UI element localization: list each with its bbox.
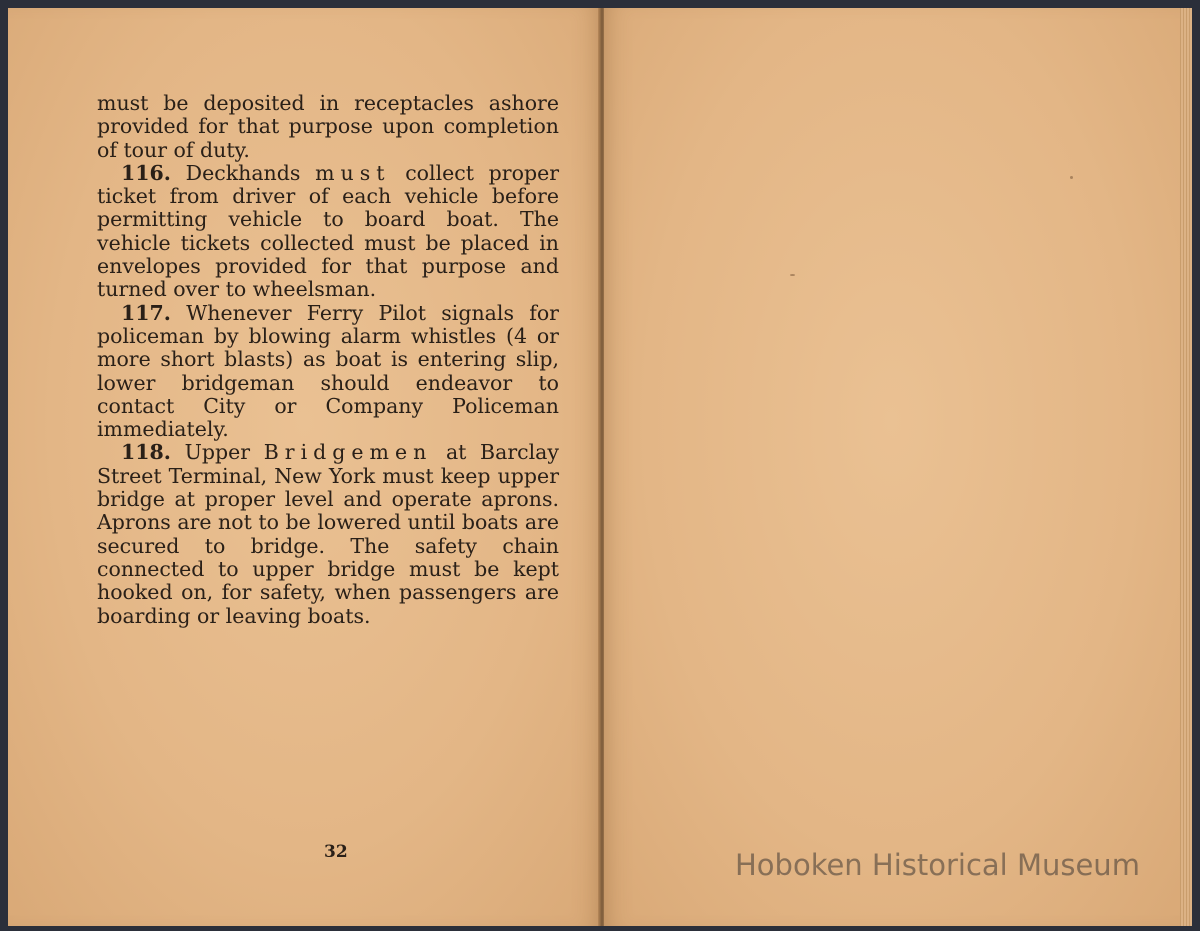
paper-speck [1070,176,1073,179]
paragraph-text: at Barclay Street Terminal, New York must keep upper bridge at proper level and operate aprons. Aprons are not to be lowered until boats are secured to bridge. The safety chain connected to upper bridge must be kept hooked on, for safety, when passengers are boarding or leaving boats. [97,440,559,628]
right-page [604,8,1180,926]
paragraph-text: collect proper ticket from driver of each vehicle before permitting vehicle to board boat. The vehicle tickets collected must be placed in envelopes provided for that purpose and turned over to wheelsman. [97,160,559,302]
spaced-word: must [315,160,391,185]
paragraph-number: 116. [121,160,171,185]
paragraph-number: 118. [121,440,171,465]
left-page [8,8,601,926]
paper-speck [790,274,795,276]
paragraph-lead: Upper [184,440,251,465]
intro-paragraph [97,92,559,162]
paragraph-117 [97,302,559,442]
spaced-word: Bridgemen [263,440,433,465]
intro-text: must be deposited in receptacles ashore provided for that purpose upon completion of tour of duty. [97,91,559,162]
page-text [97,92,559,628]
paragraph-lead: Deckhands [185,160,301,185]
paragraph-number: 117. [121,300,171,325]
page-edges [1180,8,1192,926]
paragraph-118 [97,441,559,627]
paragraph-116 [97,162,559,302]
page-number: 32 [324,842,348,862]
museum-watermark: Hoboken Historical Museum [735,848,1140,882]
paragraph-text: Whenever Ferry Pilot signals for policeman by blowing alarm whistles (4 or more short blasts) as boat is entering slip, lower bridgeman should endeavor to contact City or Company Policeman immediately. [97,300,559,442]
